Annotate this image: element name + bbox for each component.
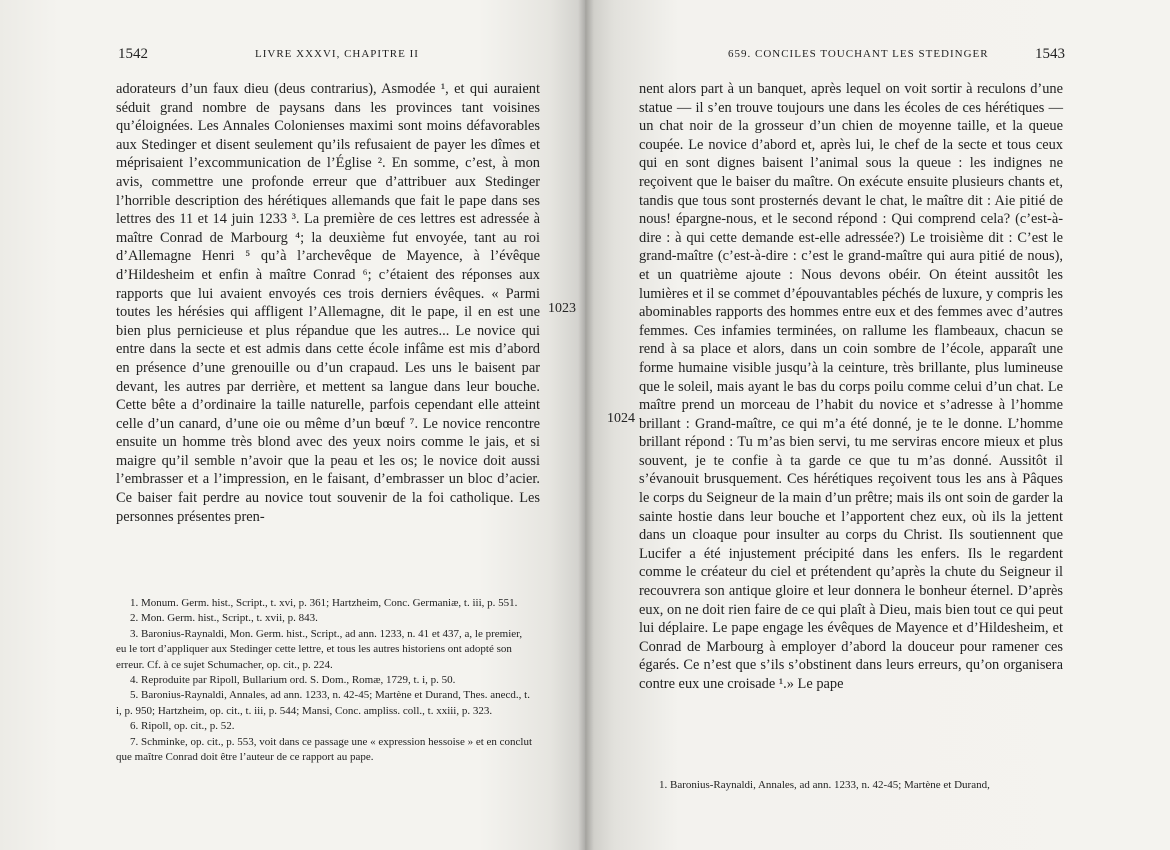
footnote: 7. Schminke, op. cit., p. 553, voit dans ce passage une « expression hessoise » et en conclut que maître Conrad doit être l’auteur de ce rapport au pape.	[116, 735, 533, 764]
footnote: 3. Baronius-Raynaldi, Mon. Germ. hist., Script., ad ann. 1233, n. 41 et 437, a, le premier, eu le tort d’appliquer aux Stedinger cette lettre, et tous les autres historiens ont adopté son erreur. Cf. à ce sujet Schumacher, op. cit., p. 224.	[116, 627, 523, 671]
footnote: 5. Baronius-Raynaldi, Annales, ad ann. 1233, n. 42-45; Martène et Durand, Thes. anecd., t. i, p. 950; Hartzheim, op. cit., t. iii, p. 544; Mansi, Conc. ampliss. coll., t. xxiii, p. 323.	[116, 689, 530, 717]
body-text: nent alors part à un banquet, après lequel on voit sortir à reculons d’une statue — il s’en trouve toujours une dans les écoles de ces hérétiques — un chat noir de la grosseur d’un chien de moyenne taille, et la queue coupée. Le novice d’abord et, après lui, le chef de la secte et tous ceux qui en sont dignes baisent l’animal sous la queue : les indignes ne reçoivent que le baiser du maître. On exécute ensuite plusieurs chants et, tandis que tous sont prosternés devant le chat, le maître dit : Aie pitié de nous! épargne-nous, et le second répond : Qui comprend cela? (c’est-à-dire : à qui cette demande est-elle adressée?) Le troisième dit : C’est le grand-maître (c’est-à-dire : c’est le grand-maître qui aura pitié de nous), et un quatrième ajoute : Nous devons obéir. On éteint aussitôt les lumières et il se commet d’épouvantables péchés de luxure, y compris les abominables rapports des hommes entre eux et des femmes avec d’autres femmes. Ces infamies terminées, on rallume les flambeaux, chacun se rend à sa place et alors, dans un coin sombre de l’école, apparaît une forme humaine visible jusqu’à la ceinture, très brillante, plus lumineuse que le soleil, mais ayant le bas du corps poilu comme celui d’un chat. Le maître prend un morceau de l’habit du novice et s’adresse à l’homme brillant : Grand-maître, ce qui m’a été donné, je te le donne. L’homme brillant répond : Tu m’as bien servi, tu me serviras encore mieux et plus souvent, je te confie à ta garde ce que tu m’as donné. Aussitôt il s’évanouit brusquement. Ces hérétiques reçoivent tous les ans à Pâques le corps du Seigneur de la main d’un prêtre; mais ils ont soin de garder la sainte hostie dans leur bouche et l’apportent chez eux, où ils la jettent dans un cloaque pour insulter au corps du Christ. Ils soutiennent que Lucifer a été injustement précipité dans les enfers. Ils le regardent comme le créateur du ciel et prétendent qu’après la chute du Seigneur il recouvrera son antique gloire et leur donnera le bonheur éternel. D’après eux, on ne doit rien faire de ce qui plaît à Dieu, mais bien tout ce qui peut lui déplaire. Le pape engage les évêques de Mayence et d’Hildesheim, et Conrad de Marbourg à employer d’abord la douceur pour ramener ces égarés. Ce n’est que s’ils s’obstinent dans leurs erreurs, qu’on organisera contre eux une croisade ¹.» Le pape	[639, 81, 1063, 692]
footnote: 1. Baronius-Raynaldi, Annales, ad ann. 1233, n. 42-45; Martène et Durand,	[659, 779, 990, 791]
footnote: 4. Reproduite par Ripoll, Bullarium ord. S. Dom., Romæ, 1729, t. i, p. 50.	[130, 674, 456, 687]
page-number: 1543	[1035, 46, 1065, 62]
footnote: 1. Monum. Germ. hist., Script., t. xvi, p. 361; Hartzheim, Conc. Germaniæ, t. iii, p. 551.	[130, 597, 518, 609]
footnote: 2. Mon. Germ. hist., Script., t. xvii, p. 843.	[130, 612, 318, 625]
footnotes	[645, 778, 1063, 793]
running-head: LIVRE XXXVI, CHAPITRE II	[255, 48, 419, 60]
book-gutter	[578, 0, 594, 850]
page-number: 1542	[118, 46, 148, 62]
footnote: 6. Ripoll, op. cit., p. 52.	[130, 720, 235, 733]
margin-number: 1023	[548, 301, 576, 316]
running-head: 659. CONCILES TOUCHANT LES STEDINGER	[728, 48, 989, 60]
footnotes	[116, 596, 534, 765]
body-text: adorateurs d’un faux dieu (deus contrarius), Asmodée ¹, et qui auraient séduit grand nombre de paysans dans les provinces tant voisines qu’éloignées. Les Annales Colonienses maximi sont moins défavorables aux Stedinger et disent seulement qu’ils refusaient de payer les dîmes et méprisaient l’excommunication de l’Église ². En somme, c’est, à mon avis, commettre une profonde erreur que d’attribuer aux Stedinger l’horrible description des hérétiques allemands que fait le pape dans ses lettres des 11 et 14 juin 1233 ³. La première de ces lettres est adressée à maître Conrad de Marbourg ⁴; la deuxième fut envoyée, tant au roi d’Allemagne Henri ⁵ qu’à l’archevêque de Mayence, à l’évêque d’Hildesheim et enfin à maître Conrad ⁶; c’étaient des réponses aux rapports que lui avaient envoyés ces trois derniers évêques. « Parmi toutes les hérésies qui affligent l’Allemagne, dit le pape, il en est une bien plus pernicieuse et plus répandue que les autres... Le novice qui entre dans la secte et est admis dans cette école infâme est mis d’abord en présence d’une grenouille ou d’un crapaud. Les uns le baisent par devant, les autres par derrière, et mettent sa langue dans leur bouche. Cette bête a d’ordinaire la taille naturelle, parfois cependant elle atteint celle d’un canard, d’une oie ou même d’un bœuf ⁷. Le novice rencontre ensuite un homme très blond avec des yeux noirs comme le jais, et si maigre qu’il semble n’avoir que la peau et les os; le novice doit aussi l’embrasser et a l’impression, en le faisant, d’embrasser un bloc d’acier. Ce baiser fait perdre au novice tout souvenir de la foi catholique. Les personnes présentes pren-	[116, 81, 540, 525]
margin-number: 1024	[607, 411, 635, 426]
right-page	[585, 0, 1170, 850]
